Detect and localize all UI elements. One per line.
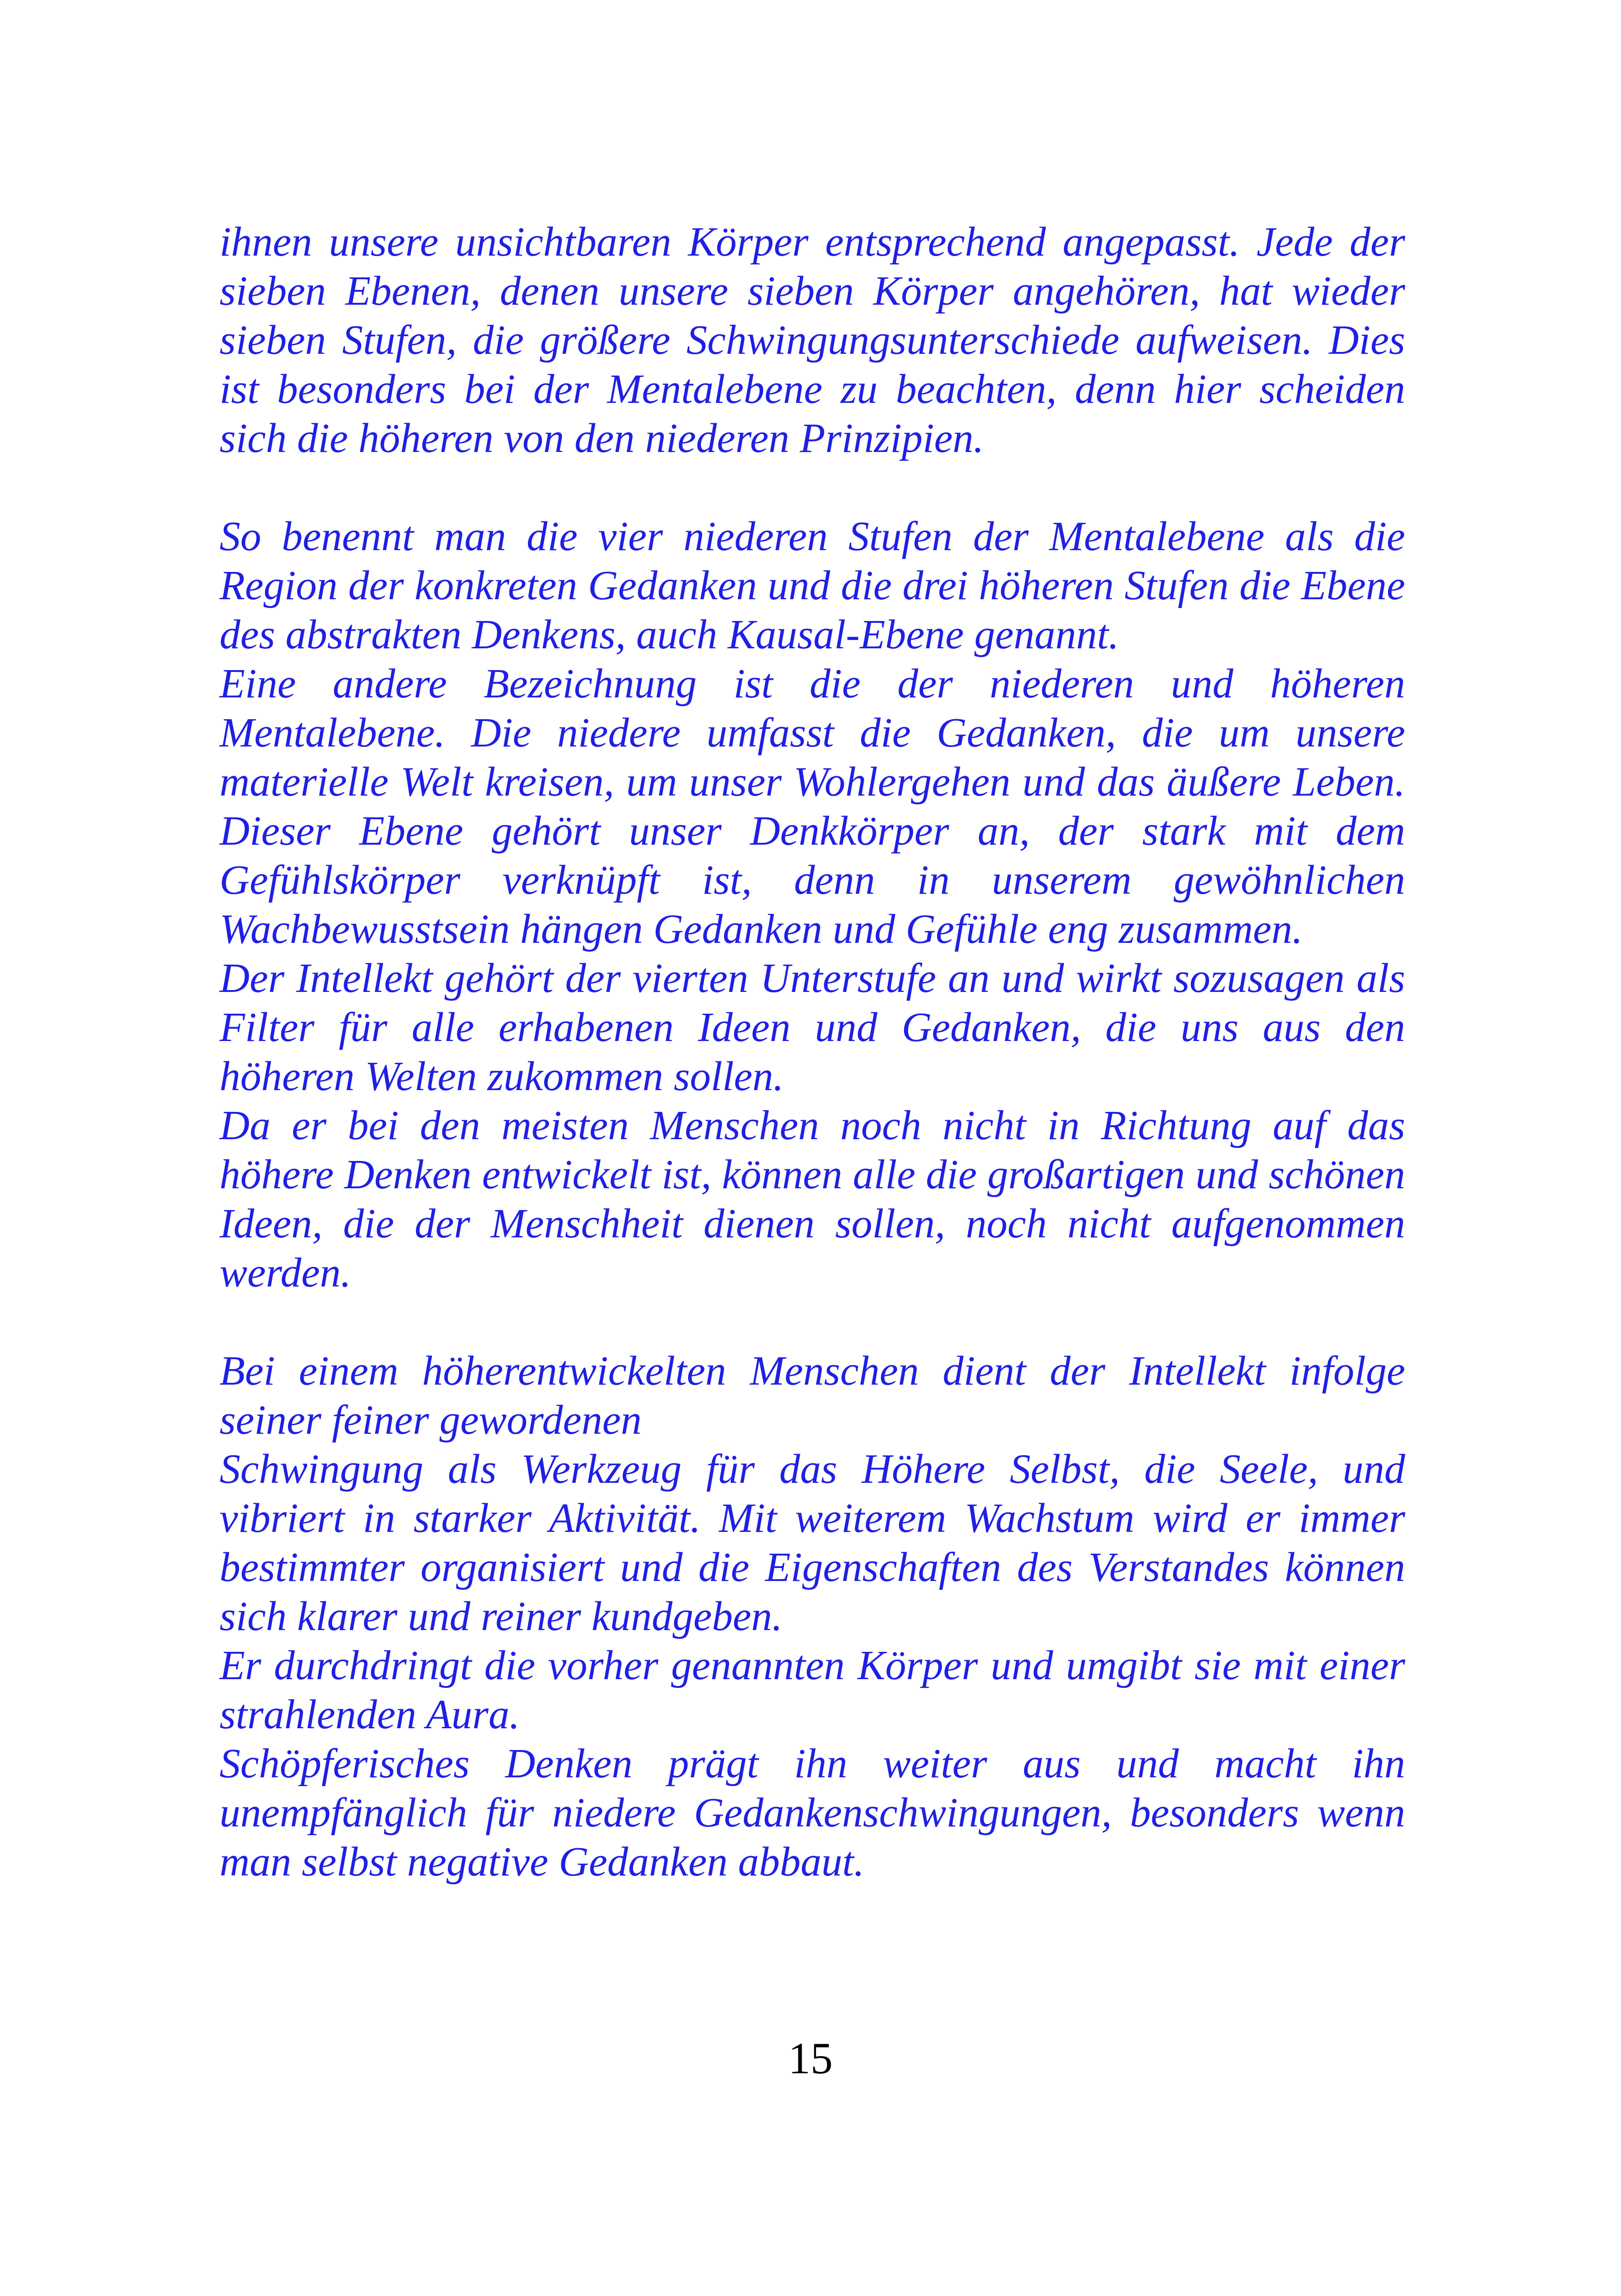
paragraph: Schöpferisches Denken prägt ihn weiter aus und macht ihn unempfänglich für niedere Gedankenschwingungen, besonders wenn man selbst negative Gedanken abbaut. [220, 1741, 1405, 1885]
paragraph: Bei einem höherentwickelten Menschen dient der Intellekt infolge seiner feiner gewordenen [220, 1348, 1405, 1443]
body-text [220, 218, 1405, 1887]
page-number: 15 [788, 2033, 833, 2083]
paragraph: Eine andere Bezeichnung ist die der niederen und höheren Mentalebene. Die niedere umfasst die Gedanken, die um unsere materielle Welt kreisen, um unser Wohlergehen und das äußere Leben. Dieser Ebene gehört unser Denkkörper an, der stark mit dem Gefühlskörper verknüpft ist, denn in unserem gewöhnlichen Wachbewusstsein hängen Gedanken und Gefühle eng zusammen. [220, 661, 1405, 952]
paragraph: Da er bei den meisten Menschen noch nicht in Richtung auf das höhere Denken entwickelt ist, können alle die großartigen und schönen Ideen, die der Menschheit dienen sollen, noch nicht aufgenommen werden. [220, 1103, 1405, 1296]
paragraph: Der Intellekt gehört der vierten Unterstufe an und wirkt sozusagen als Filter für alle erhabenen Ideen und Gedanken, die uns aus den höheren Welten zukommen sollen. [220, 955, 1405, 1099]
paragraph: So benennt man die vier niederen Stufen der Mentalebene als die Region der konkreten Gedanken und die drei höheren Stufen die Ebene des abstrakten Denkens, auch Kausal-Ebene genannt. [220, 514, 1405, 658]
paragraph: Er durchdringt die vorher genannten Körper und umgibt sie mit einer strahlenden Aura. [220, 1643, 1405, 1738]
section-gap [220, 463, 1405, 512]
paragraph: Schwingung als Werkzeug für das Höhere Selbst, die Seele, und vibriert in starker Aktivität. Mit weiterem Wachstum wird er immer bestimmter organisiert und die Eigenschaften des Verstandes können sich klarer und reiner kundgeben. [220, 1446, 1405, 1639]
section-gap [220, 1298, 1405, 1347]
paragraph: ihnen unsere unsichtbaren Körper entsprechend angepasst. Jede der sieben Ebenen, denen unsere sieben Körper angehören, hat wieder sieben Stufen, die größere Schwingungsunterschiede aufweisen. Dies ist besonders bei der Mentalebene zu beachten, denn hier scheiden sich die höheren von den niederen Prinzipien. [220, 219, 1405, 461]
